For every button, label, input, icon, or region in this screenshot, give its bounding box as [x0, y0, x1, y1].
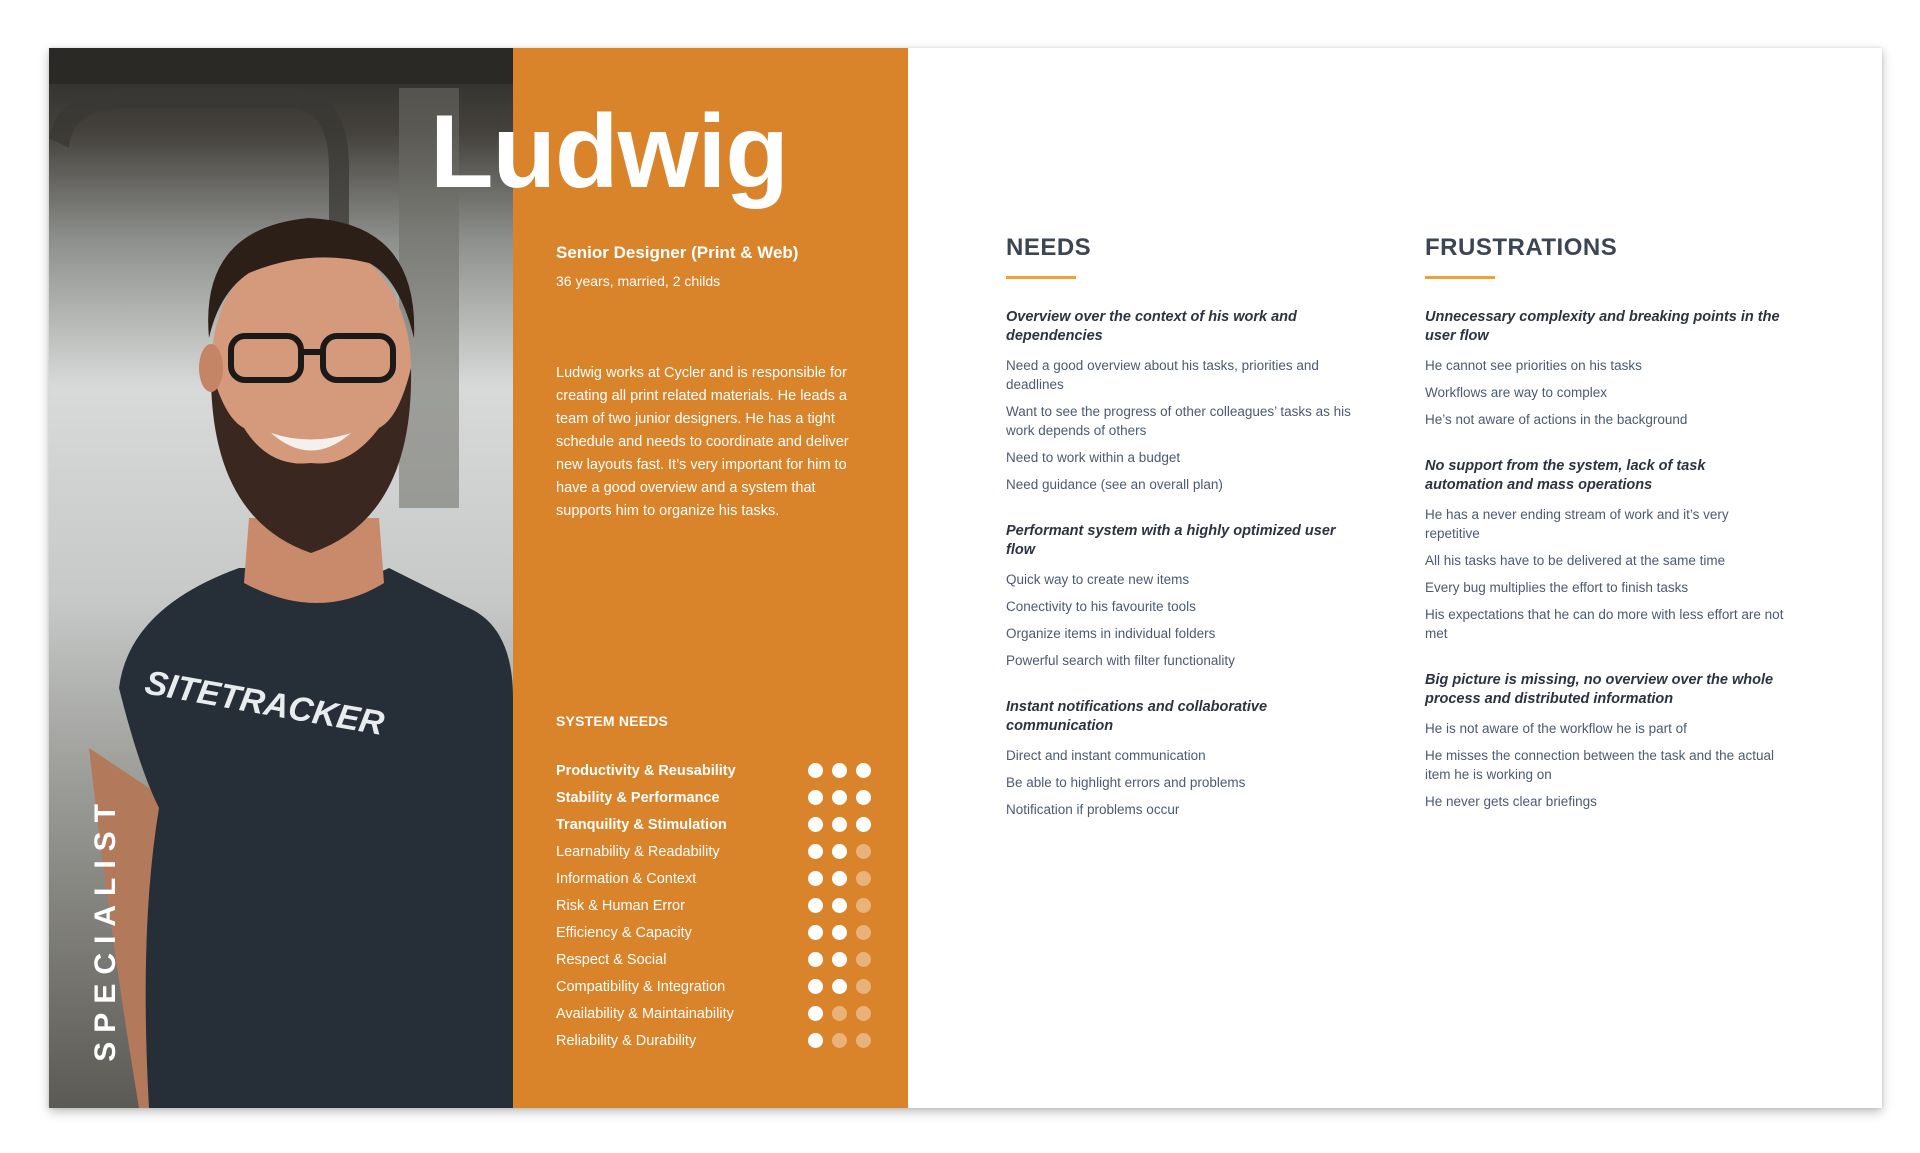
system-need-rating	[808, 925, 871, 940]
frustration-group	[1425, 671, 1785, 811]
system-need-rating	[808, 871, 871, 886]
need-item: Need a good overview about his tasks, priorities and deadlines	[1006, 358, 1319, 392]
rating-dot-filled	[808, 898, 823, 913]
need-group-heading: Overview over the context of his work and dependencies	[1006, 309, 1297, 344]
system-need-rating	[808, 817, 871, 832]
frustration-group-items	[1425, 356, 1785, 429]
need-item: Direct and instant communication	[1006, 748, 1206, 763]
system-need-row	[556, 973, 871, 1000]
system-need-row	[556, 946, 871, 973]
system-need-label: Compatibility & Integration	[556, 978, 726, 995]
need-group-items	[1006, 570, 1366, 670]
needs-groups	[1006, 308, 1366, 819]
frustration-item: He never gets clear briefings	[1425, 794, 1597, 809]
system-need-label: Efficiency & Capacity	[556, 924, 692, 941]
need-group-heading: Instant notifications and collaborative communication	[1006, 699, 1268, 734]
need-group-heading: Performant system with a highly optimized user flow	[1006, 523, 1336, 558]
frustration-group	[1425, 308, 1785, 429]
system-need-rating	[808, 952, 871, 967]
rating-dot-filled	[808, 763, 823, 778]
system-need-rating	[808, 1006, 871, 1021]
frustrations-title: FRUSTRATIONS	[1425, 234, 1618, 261]
frustration-item: All his tasks have to be delivered at the same time	[1425, 553, 1726, 568]
persona-type-label: SPECIALIST	[89, 795, 122, 1062]
need-group	[1006, 698, 1366, 819]
frustration-item: Workflows are way to complex	[1425, 385, 1608, 400]
rating-dot-empty	[856, 898, 871, 913]
system-need-label: Respect & Social	[556, 951, 667, 968]
system-needs-list	[556, 757, 871, 1054]
rating-dot-filled	[808, 1033, 823, 1048]
frustration-group-heading: Big picture is missing, no overview over the whole process and distributed information	[1425, 672, 1774, 707]
rating-dot-filled	[808, 979, 823, 994]
need-group-items	[1006, 356, 1366, 494]
needs-column	[1006, 234, 1366, 827]
need-item: Be able to highlight errors and problems	[1006, 775, 1246, 790]
persona-name: Ludwig	[430, 94, 788, 210]
rating-dot-filled	[808, 790, 823, 805]
system-need-label: Tranquility & Stimulation	[556, 816, 727, 833]
rating-dot-filled	[808, 844, 823, 859]
persona-demographics: 36 years, married, 2 childs	[556, 273, 721, 289]
system-need-row	[556, 838, 871, 865]
system-need-label: Information & Context	[556, 870, 697, 887]
frustration-item: He’s not aware of actions in the background	[1425, 412, 1688, 427]
system-need-rating	[808, 898, 871, 913]
rating-dot-filled	[808, 1006, 823, 1021]
rating-dot-empty	[856, 1033, 871, 1048]
rating-dot-filled	[832, 790, 847, 805]
rating-dot-empty	[856, 871, 871, 886]
frustration-item: He misses the connection between the task and the actual item he is working on	[1425, 748, 1774, 782]
rating-dot-empty	[832, 1033, 847, 1048]
persona-sheet	[49, 48, 1882, 1108]
need-item: Quick way to create new items	[1006, 572, 1190, 587]
shirt-logo: SITETRACKER	[142, 663, 387, 743]
rating-dot-empty	[832, 1006, 847, 1021]
frustration-group	[1425, 457, 1785, 643]
system-need-row	[556, 1000, 871, 1027]
system-need-rating	[808, 844, 871, 859]
frustration-group-heading: Unnecessary complexity and breaking points in the user flow	[1425, 309, 1780, 344]
need-item: Want to see the progress of other colleagues’ tasks as his work depends of others	[1006, 404, 1351, 438]
need-group	[1006, 522, 1366, 670]
system-need-row	[556, 1027, 871, 1054]
need-item: Need guidance (see an overall plan)	[1006, 477, 1223, 492]
system-need-row	[556, 919, 871, 946]
need-item: Powerful search with filter functionality	[1006, 653, 1235, 668]
need-item: Organize items in individual folders	[1006, 626, 1216, 641]
frustration-item: He cannot see priorities on his tasks	[1425, 358, 1642, 373]
frustrations-groups	[1425, 308, 1785, 811]
rating-dot-filled	[808, 952, 823, 967]
system-need-row	[556, 865, 871, 892]
rating-dot-filled	[832, 979, 847, 994]
system-need-row	[556, 811, 871, 838]
system-need-row	[556, 892, 871, 919]
rating-dot-filled	[856, 763, 871, 778]
rating-dot-filled	[832, 898, 847, 913]
rating-dot-filled	[808, 925, 823, 940]
system-need-label: Productivity & Reusability	[556, 762, 736, 779]
system-need-row	[556, 757, 871, 784]
frustrations-title-underline	[1425, 276, 1495, 279]
rating-dot-filled	[856, 790, 871, 805]
rating-dot-filled	[832, 817, 847, 832]
rating-dot-filled	[856, 817, 871, 832]
frustration-item: Every bug multiplies the effort to finish tasks	[1425, 580, 1689, 595]
rating-dot-empty	[856, 844, 871, 859]
frustration-item: His expectations that he can do more with less effort are not met	[1425, 607, 1784, 641]
system-need-row	[556, 784, 871, 811]
rating-dot-empty	[856, 1006, 871, 1021]
rating-dot-filled	[832, 925, 847, 940]
frustration-item: He is not aware of the workflow he is part of	[1425, 721, 1687, 736]
needs-title: NEEDS	[1006, 234, 1092, 261]
system-need-rating	[808, 1033, 871, 1048]
rating-dot-filled	[808, 817, 823, 832]
rating-dot-empty	[856, 925, 871, 940]
rating-dot-filled	[832, 763, 847, 778]
need-group	[1006, 308, 1366, 494]
system-need-label: Risk & Human Error	[556, 897, 685, 914]
system-need-rating	[808, 790, 871, 805]
frustration-group-items	[1425, 505, 1785, 643]
system-need-rating	[808, 763, 871, 778]
system-need-label: Reliability & Durability	[556, 1032, 697, 1049]
system-needs-title: SYSTEM NEEDS	[556, 713, 669, 729]
frustration-item: He has a never ending stream of work and it’s very repetitive	[1425, 507, 1729, 541]
frustration-group-items	[1425, 719, 1785, 811]
rating-dot-filled	[832, 844, 847, 859]
frustrations-column	[1425, 234, 1785, 819]
rating-dot-empty	[856, 979, 871, 994]
persona-bio: Ludwig works at Cycler and is responsible for creating all print related materials. He leads a team of two junior designers. He has a tight schedule and needs to coordinate and deliver new layouts fast. It’s very important for him to have a good overview and a system that supports him to organize his tasks.	[556, 365, 849, 519]
frustration-group-heading: No support from the system, lack of task automation and mass operations	[1425, 458, 1706, 493]
needs-title-underline	[1006, 276, 1076, 279]
need-group-items	[1006, 746, 1366, 819]
need-item: Conectivity to his favourite tools	[1006, 599, 1196, 614]
system-need-label: Learnability & Readability	[556, 843, 720, 860]
rating-dot-filled	[808, 871, 823, 886]
rating-dot-filled	[832, 952, 847, 967]
system-need-label: Availability & Maintainability	[556, 1005, 734, 1022]
need-item: Notification if problems occur	[1006, 802, 1180, 817]
rating-dot-filled	[832, 871, 847, 886]
rating-dot-empty	[856, 952, 871, 967]
system-need-rating	[808, 979, 871, 994]
persona-role: Senior Designer (Print & Web)	[556, 243, 799, 262]
need-item: Need to work within a budget	[1006, 450, 1181, 465]
system-need-label: Stability & Performance	[556, 789, 720, 806]
